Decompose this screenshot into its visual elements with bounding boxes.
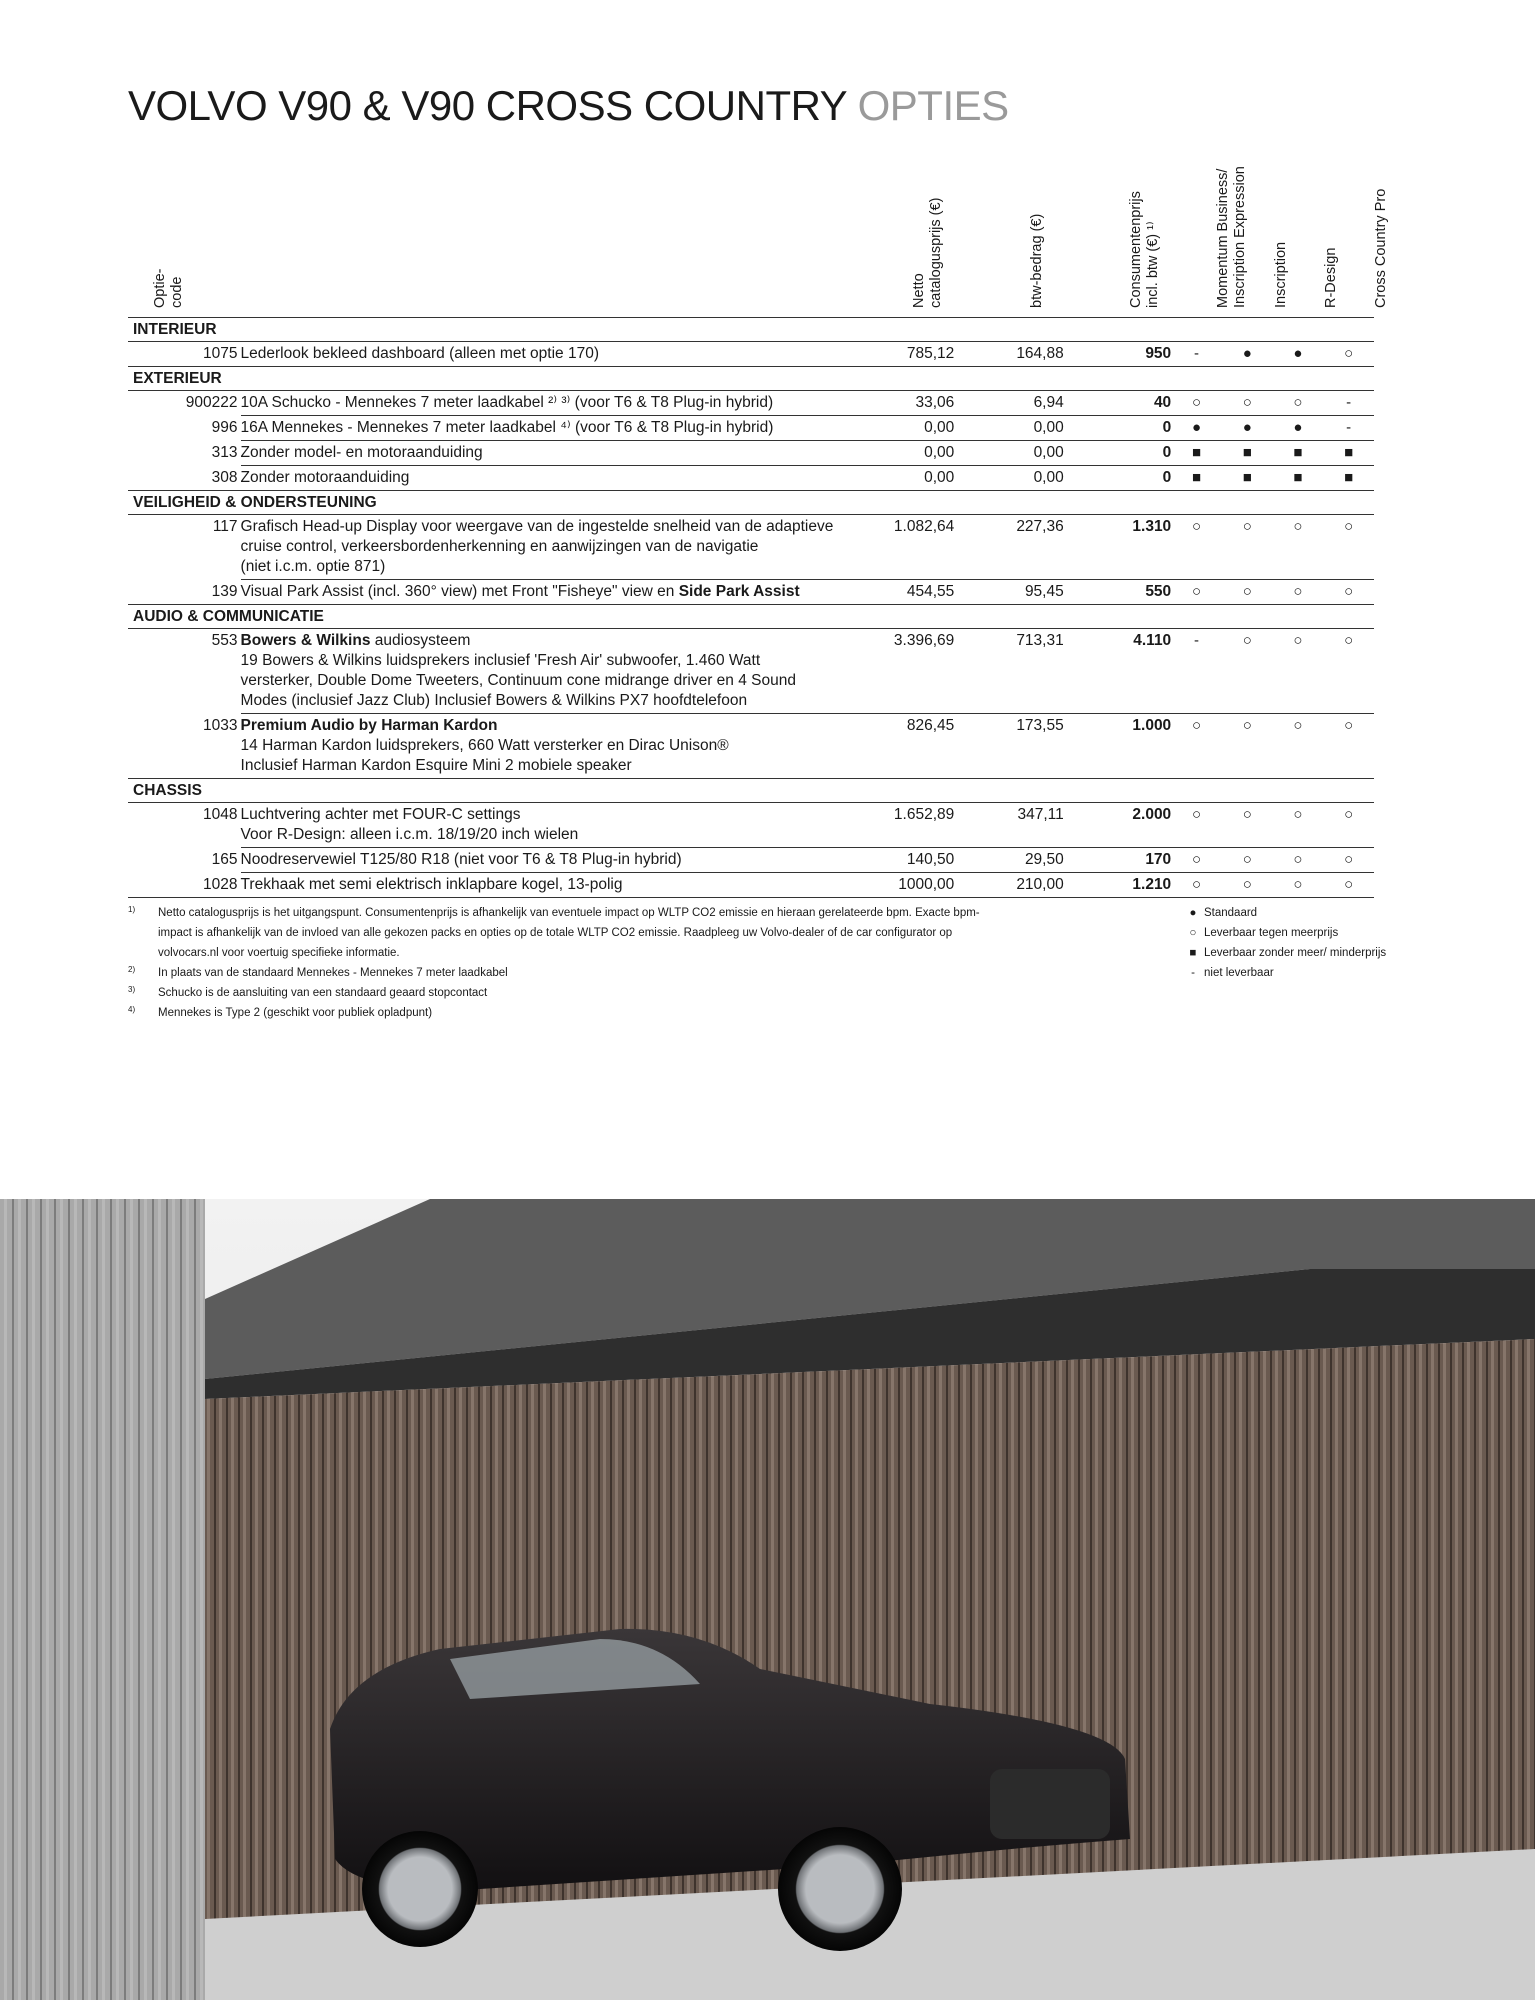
section-header (128, 491, 1374, 515)
inscription-availability: ○ (1222, 629, 1273, 714)
footnote-text: impact is afhankelijk van de invloed van alle gekozen packs en opties op de totale WLTP CO2 emissie. Raadpleeg uw Volvo-dealer of de car configurator op (158, 927, 953, 939)
rdesign-availability: ● (1273, 416, 1324, 441)
option-description: Zonder motoraanduiding (241, 466, 870, 491)
title-accent: OPTIES (857, 82, 1009, 129)
option-description: Noodreservewiel T125/80 R18 (niet voor T6 & T8 Plug-in hybrid) (241, 848, 870, 873)
btw-amount: 347,11 (954, 803, 1063, 848)
legend-item (1182, 943, 1386, 963)
rdesign-availability: ○ (1273, 803, 1324, 848)
table-row (128, 441, 1374, 466)
consumer-price: 1.210 (1064, 873, 1171, 898)
momentum-availability: ■ (1171, 441, 1222, 466)
footnote-number: 1) (128, 905, 136, 914)
netto-price: 33,06 (869, 391, 954, 416)
rdesign-availability: ○ (1273, 391, 1324, 416)
consumer-price: 1.000 (1064, 714, 1171, 779)
section-title: INTERIEUR (128, 318, 1374, 342)
rdesign-availability: ○ (1273, 629, 1324, 714)
momentum-availability: ○ (1171, 873, 1222, 898)
consumer-price: 0 (1064, 416, 1171, 441)
momentum-availability: ■ (1171, 466, 1222, 491)
btw-amount: 210,00 (954, 873, 1063, 898)
inscription-availability: ○ (1222, 515, 1273, 580)
header-rdesign: R-Design (1323, 247, 1339, 308)
inscription-availability: ○ (1222, 848, 1273, 873)
netto-price: 140,50 (869, 848, 954, 873)
header-ccpro: Cross Country Pro (1373, 188, 1389, 308)
ccpro-availability: ○ (1323, 342, 1374, 367)
btw-amount: 713,31 (954, 629, 1063, 714)
inscription-availability: ○ (1222, 803, 1273, 848)
momentum-availability: ○ (1171, 803, 1222, 848)
consumer-price: 40 (1064, 391, 1171, 416)
consumer-price: 170 (1064, 848, 1171, 873)
ccpro-availability: ○ (1323, 580, 1374, 605)
consumer-price: 950 (1064, 342, 1171, 367)
footnote (128, 963, 1108, 983)
ccpro-availability: ○ (1323, 873, 1374, 898)
btw-amount: 0,00 (954, 466, 1063, 491)
momentum-availability: - (1171, 342, 1222, 367)
ccpro-availability: ■ (1323, 466, 1374, 491)
rdesign-availability: ■ (1273, 441, 1324, 466)
netto-price: 1.652,89 (869, 803, 954, 848)
ccpro-availability: ○ (1323, 714, 1374, 779)
option-description: Trekhaak met semi elektrisch inklapbare kogel, 13-polig (241, 873, 870, 898)
inscription-availability: ● (1222, 342, 1273, 367)
option-description: Grafisch Head-up Display voor weergave van de ingestelde snelheid van de adaptieve cruise control, verkeersbordenherkenning en aanwijzingen van de navigatie (niet i.c.m. optie 871) (241, 515, 870, 580)
momentum-availability: ○ (1171, 515, 1222, 580)
legend-label: Leverbaar tegen meerprijs (1204, 927, 1339, 939)
option-description: 10A Schucko - Mennekes 7 meter laadkabel ²⁾ ³⁾ (voor T6 & T8 Plug-in hybrid) (241, 391, 870, 416)
btw-amount: 164,88 (954, 342, 1063, 367)
footnotes (128, 903, 1108, 1023)
header-code: Optie- code (152, 268, 185, 308)
footnote-text: Netto catalogusprijs is het uitgangspunt. Consumentenprijs is afhankelijk van eventuele impact op WLTP CO2 emissie en hieraan gerelateerde bpm. Exacte bpm- (158, 907, 980, 919)
table-row (128, 466, 1374, 491)
header-inscription: Inscription (1273, 241, 1289, 308)
table-row (128, 580, 1374, 605)
header-btw: btw-bedrag (€) (1029, 213, 1045, 308)
table-row (128, 416, 1374, 441)
inscription-availability: ■ (1222, 466, 1273, 491)
netto-price: 0,00 (869, 441, 954, 466)
rdesign-availability: ○ (1273, 580, 1324, 605)
option-description: Bowers & Wilkins audiosysteem 19 Bowers & Wilkins luidsprekers inclusief 'Fresh Air' subwoofer, 1.460 Watt versterker, Double Dome Tweeters, Continuum cone midrange driver en 4 Sound Modes (inclusief Jazz Club) Inclusief Bowers & Wilkins PX7 hoofdtelefoon (241, 629, 870, 714)
ccpro-availability: ○ (1323, 515, 1374, 580)
legend-label: Standaard (1204, 907, 1258, 919)
legend-symbol-icon: - (1191, 967, 1195, 979)
btw-amount: 95,45 (954, 580, 1063, 605)
legend-label: niet leverbaar (1204, 967, 1274, 979)
option-code: 900222 (185, 394, 238, 411)
netto-price: 3.396,69 (869, 629, 954, 714)
option-code: 1048 (203, 806, 238, 823)
footnote-text: Mennekes is Type 2 (geschikt voor publiek opladpunt) (158, 1007, 433, 1019)
header-consumentenprijs: Consumentenprijs incl. btw (€) ¹⁾ (1128, 191, 1161, 308)
legend-symbol-icon: ○ (1189, 927, 1197, 939)
options-table (128, 317, 1374, 898)
table-row (128, 629, 1374, 714)
legend-item (1182, 963, 1386, 983)
option-code: 1033 (128, 714, 241, 779)
option-code: 1075 (128, 342, 241, 367)
netto-price: 0,00 (869, 416, 954, 441)
option-description: Visual Park Assist (incl. 360° view) met Front "Fisheye" view en Side Park Assist (241, 580, 870, 605)
btw-amount: 227,36 (954, 515, 1063, 580)
consumer-price: 1.310 (1064, 515, 1171, 580)
consumer-price: 2.000 (1064, 803, 1171, 848)
momentum-availability: ○ (1171, 391, 1222, 416)
consumer-price: 4.110 (1064, 629, 1171, 714)
rdesign-availability: ○ (1273, 714, 1324, 779)
ccpro-availability: - (1323, 416, 1374, 441)
option-code: 117 (212, 518, 238, 535)
netto-price: 785,12 (869, 342, 954, 367)
inscription-availability: ○ (1222, 873, 1273, 898)
momentum-availability: ○ (1171, 714, 1222, 779)
netto-price: 0,00 (869, 466, 954, 491)
option-code: 996 (211, 418, 238, 436)
footnote (128, 903, 1108, 963)
option-description: Luchtvering achter met FOUR-C settings Voor R-Design: alleen i.c.m. 18/19/20 inch wielen (241, 803, 870, 848)
ccpro-availability: ○ (1323, 803, 1374, 848)
inscription-availability: ○ (1222, 714, 1273, 779)
title-main: VOLVO V90 & V90 CROSS COUNTRY (128, 82, 847, 129)
netto-price: 1.082,64 (869, 515, 954, 580)
footnote-number: 2) (128, 965, 136, 974)
legend-item (1182, 923, 1386, 943)
option-code: 165 (211, 850, 238, 868)
header-momentum: Momentum Business/ Inscription Expression (1215, 166, 1248, 308)
table-row (128, 873, 1374, 898)
car-photo (0, 1199, 1535, 2000)
btw-amount: 173,55 (954, 714, 1063, 779)
option-code: 553 (211, 632, 238, 649)
footnote-text: volvocars.nl voor voertuig specifieke informatie. (158, 947, 400, 959)
btw-amount: 0,00 (954, 441, 1063, 466)
table-row (128, 391, 1374, 416)
inscription-availability: ■ (1222, 441, 1273, 466)
ccpro-availability: ○ (1323, 629, 1374, 714)
section-header (128, 779, 1374, 803)
inscription-availability: ○ (1222, 391, 1273, 416)
legend-label: Leverbaar zonder meer/ minderprijs (1204, 947, 1387, 959)
netto-price: 1000,00 (869, 873, 954, 898)
consumer-price: 550 (1064, 580, 1171, 605)
rdesign-availability: ○ (1273, 848, 1324, 873)
footnote (128, 1003, 1108, 1023)
rdesign-availability: ○ (1273, 515, 1324, 580)
momentum-availability: ● (1171, 416, 1222, 441)
inscription-availability: ○ (1222, 580, 1273, 605)
volvo-v90-image (0, 1199, 1535, 2000)
table-row (128, 714, 1374, 779)
option-description: Lederlook bekleed dashboard (alleen met optie 170) (241, 342, 870, 367)
table-row (128, 848, 1374, 873)
table-row (128, 803, 1374, 848)
option-code: 1028 (128, 873, 241, 898)
header-netto: Netto catalogusprijs (€) (911, 197, 944, 308)
section-title: AUDIO & COMMUNICATIE (128, 605, 1374, 629)
option-code: 313 (211, 443, 238, 461)
ccpro-availability: - (1323, 391, 1374, 416)
btw-amount: 0,00 (954, 416, 1063, 441)
rdesign-availability: ● (1273, 342, 1324, 367)
rdesign-availability: ■ (1273, 466, 1324, 491)
option-description: Zonder model- en motoraanduiding (241, 441, 870, 466)
footnote-text: Schucko is de aansluiting van een standaard geaard stopcontact (158, 987, 488, 999)
btw-amount: 6,94 (954, 391, 1063, 416)
footnote-text: In plaats van de standaard Mennekes - Mennekes 7 meter laadkabel (158, 967, 508, 979)
footnote (128, 983, 1108, 1003)
momentum-availability: ○ (1171, 848, 1222, 873)
legend-symbol-icon: ■ (1189, 947, 1197, 959)
footnote-number: 4) (128, 1005, 136, 1014)
table-row (128, 342, 1374, 367)
option-code: 308 (128, 466, 241, 491)
section-header (128, 318, 1374, 342)
section-title: EXTERIEUR (128, 367, 1374, 391)
btw-amount: 29,50 (954, 848, 1063, 873)
section-header (128, 605, 1374, 629)
rdesign-availability: ○ (1273, 873, 1324, 898)
section-title: VEILIGHEID & ONDERSTEUNING (128, 491, 1374, 515)
netto-price: 826,45 (869, 714, 954, 779)
consumer-price: 0 (1064, 466, 1171, 491)
section-header (128, 367, 1374, 391)
section-title: CHASSIS (128, 779, 1374, 803)
momentum-availability: - (1171, 629, 1222, 714)
option-description: 16A Mennekes - Mennekes 7 meter laadkabel ⁴⁾ (voor T6 & T8 Plug-in hybrid) (241, 416, 870, 441)
footnote-number: 3) (128, 985, 136, 994)
option-code: 139 (128, 580, 241, 605)
ccpro-availability: ■ (1323, 441, 1374, 466)
consumer-price: 0 (1064, 441, 1171, 466)
option-description: Premium Audio by Harman Kardon 14 Harman Kardon luidsprekers, 660 Watt versterker en Dirac Unison® Inclusief Harman Kardon Esquire Mini 2 mobiele speaker (241, 714, 870, 779)
page-title (128, 82, 1009, 130)
table-row (128, 515, 1374, 580)
ccpro-availability: ○ (1323, 848, 1374, 873)
momentum-availability: ○ (1171, 580, 1222, 605)
legend-item (1182, 903, 1386, 923)
legend (1182, 903, 1386, 983)
netto-price: 454,55 (869, 580, 954, 605)
inscription-availability: ● (1222, 416, 1273, 441)
legend-symbol-icon: ● (1189, 907, 1197, 919)
